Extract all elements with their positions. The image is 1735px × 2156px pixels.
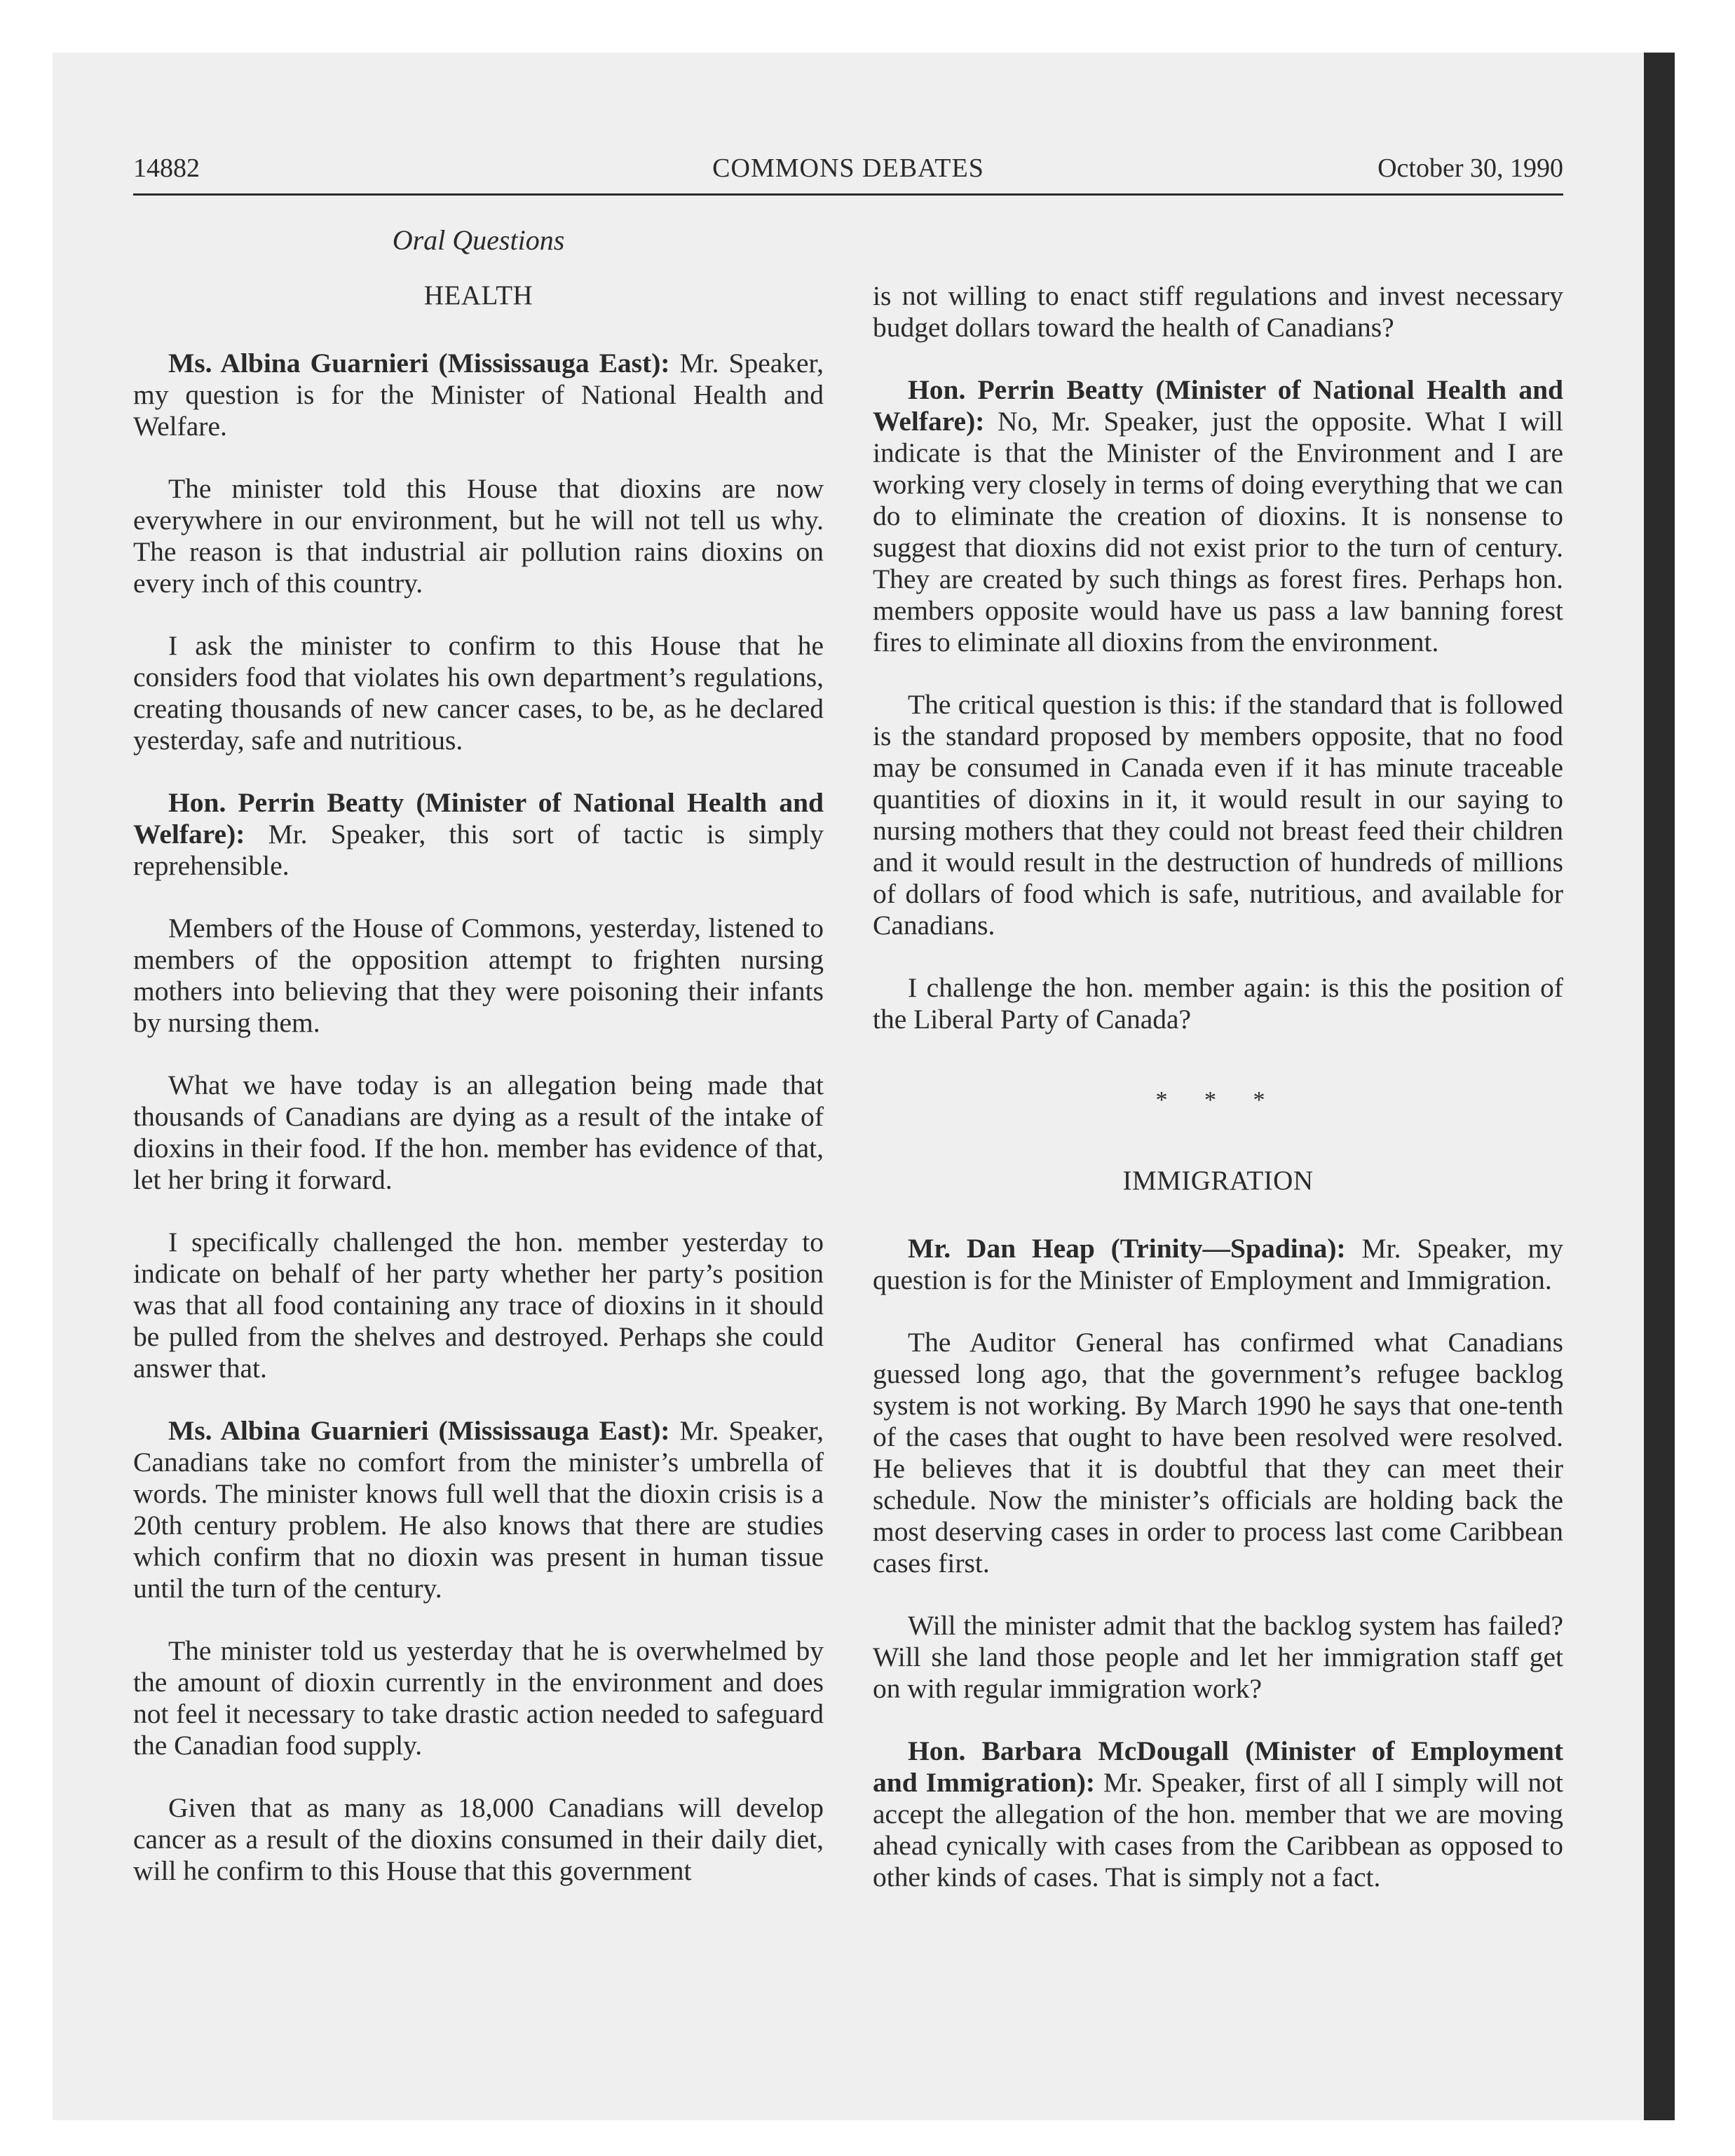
paragraph-continued: is not willing to enact stiff regulations and invest necessary budget dollars toward the health of Canadians? bbox=[873, 280, 1563, 343]
right-column bbox=[873, 280, 1563, 1924]
paragraph bbox=[873, 374, 1563, 658]
paragraph: The Auditor General has confirmed what Canadians guessed long ago, that the government’s refugee backlog system is not working. By March 1990 he says that one-tenth of the cases that ought to have been resolved were resolved. He believes that it is doubtful that they can meet their schedule. Now the minister’s officials are holding back the most deserving cases in order to process last come Caribbean cases first. bbox=[873, 1327, 1563, 1578]
speech-text: Mr. Speaker, my question is for the Minister of Employment and Immigration. bbox=[873, 1233, 1563, 1295]
paragraph: Will the minister admit that the backlog system has failed? Will she land those people and let her immigration staff get on with regular immigration work? bbox=[873, 1610, 1563, 1704]
section-heading-health: HEALTH bbox=[423, 280, 533, 311]
speaker-name: Hon. Barbara McDougall (Minister of Employment and Immigration): bbox=[873, 1735, 1563, 1798]
section-separator: * * * bbox=[1155, 1087, 1281, 1113]
speaker-name: Ms. Albina Guarnieri (Mississauga East): bbox=[168, 1415, 670, 1446]
section-heading-immigration: IMMIGRATION bbox=[1122, 1166, 1314, 1196]
scan-edge-shadow bbox=[1644, 53, 1675, 2120]
speaker-name: Hon. Perrin Beatty (Minister of National Health and Welfare): bbox=[133, 787, 824, 850]
speech-text: Mr. Speaker, my question is for the Minister of National Health and Welfare. bbox=[133, 348, 824, 442]
speech-text: Mr. Speaker, first of all I simply will not accept the allegation of the hon. member that we are moving ahead cynically with cases from the Caribbean as opposed to other kinds of cases. That is simply not a fact. bbox=[873, 1767, 1563, 1892]
page-number: 14882 bbox=[133, 153, 200, 183]
paragraph bbox=[133, 787, 824, 882]
running-header bbox=[133, 153, 1563, 196]
paragraph: I challenge the hon. member again: is this the position of the Liberal Party of Canada? bbox=[873, 972, 1563, 1035]
paragraph: Given that as many as 18,000 Canadians will develop cancer as a result of the dioxins consumed in their daily diet, will he confirm to this House that this government bbox=[133, 1792, 824, 1886]
paragraph: What we have today is an allegation being made that thousands of Canadians are dying as a result of the intake of dioxins in their food. If the hon. member has evidence of that, let her bring it forward. bbox=[133, 1070, 824, 1195]
paragraph bbox=[873, 1735, 1563, 1893]
paragraph bbox=[133, 348, 824, 442]
speaker-name: Mr. Dan Heap (Trinity—Spadina): bbox=[908, 1233, 1346, 1264]
paragraph: The minister told us yesterday that he is overwhelmed by the amount of dioxin currently in the environment and does not feel it necessary to take drastic action needed to safeguard the Canadian food supply. bbox=[133, 1635, 824, 1761]
paragraph: I ask the minister to confirm to this House that he considers food that violates his own department’s regulations, creating thousands of new cancer cases, to be, as he declared yesterday, safe and nutritious. bbox=[133, 630, 824, 756]
speaker-name: Ms. Albina Guarnieri (Mississauga East): bbox=[168, 348, 670, 378]
paragraph bbox=[133, 1415, 824, 1604]
section-label: Oral Questions bbox=[392, 224, 565, 256]
speaker-name: Hon. Perrin Beatty (Minister of National Health and Welfare): bbox=[873, 374, 1563, 437]
journal-title: COMMONS DEBATES bbox=[712, 153, 984, 183]
paragraph: The critical question is this: if the standard that is followed is the standard proposed by members opposite, that no food may be consumed in Canada even if it has minute traceable quantities of dioxins in it, it would result in our saying to nursing mothers that they could not breast feed their children and it would result in the destruction of hundreds of millions of dollars of food which is safe, nutritious, and available for Canadians. bbox=[873, 689, 1563, 941]
paragraph: Members of the House of Commons, yesterday, listened to members of the opposition attempt to frighten nursing mothers into believing that they were poisoning their infants by nursing them. bbox=[133, 913, 824, 1038]
speech-text: No, Mr. Speaker, just the opposite. What I will indicate is that the Minister of the Environment and I are working very closely in terms of doing everything that we can do to eliminate the creation of dioxins. It is nonsense to suggest that dioxins did not exist prior to the turn of century. They are created by such things as forest fires. Perhaps hon. members opposite would have us pass a law banning forest fires to eliminate all dioxins from the environment. bbox=[873, 406, 1563, 657]
speech-text: Mr. Speaker, Canadians take no comfort from the minister’s umbrella of words. The minister knows full well that the dioxin crisis is a 20th century problem. He also knows that there are studies which confirm that no dioxin was present in human tissue until the turn of the century. bbox=[133, 1415, 824, 1604]
header-date: October 30, 1990 bbox=[1377, 153, 1563, 183]
paragraph: The minister told this House that dioxins are now everywhere in our environment, but he will not tell us why. The reason is that industrial air pollution rains dioxins on every inch of this country. bbox=[133, 473, 824, 599]
paragraph bbox=[873, 1233, 1563, 1296]
speech-text: Mr. Speaker, this sort of tactic is simply reprehensible. bbox=[133, 819, 824, 881]
left-column bbox=[133, 224, 824, 1918]
paragraph: I specifically challenged the hon. member yesterday to indicate on behalf of her party whether her party’s position was that all food containing any trace of dioxins in it should be pulled from the shelves and destroyed. Perhaps she could answer that. bbox=[133, 1227, 824, 1384]
